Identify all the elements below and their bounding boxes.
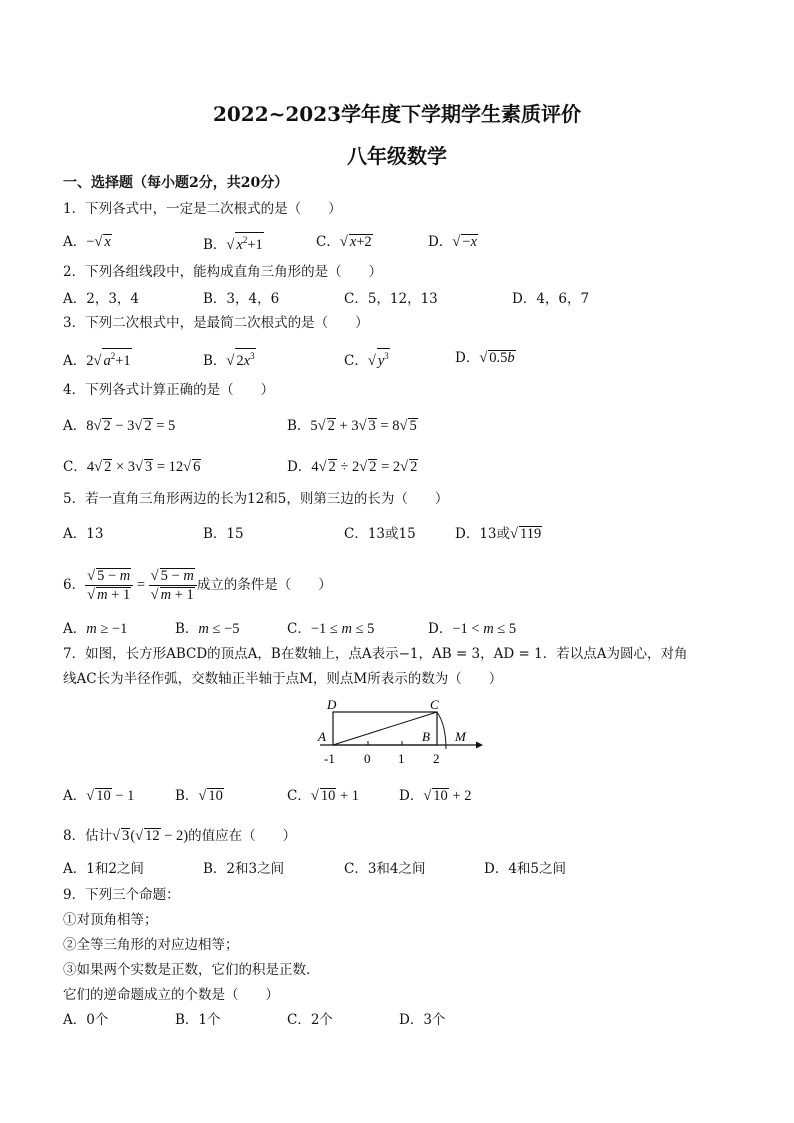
q1-option-b: B．√ $x^2+1$	[203, 232, 264, 255]
tick-label-2: 2	[433, 751, 440, 766]
q9-option-a: A．0个	[63, 1012, 109, 1028]
q3-option-d: D．√ 0.5b	[455, 350, 515, 366]
question-5-stem: 5．若一直角三角形两边的长为12和5，则第三边的长为（ ）	[63, 491, 449, 507]
label-m: M	[455, 729, 466, 744]
q7-option-b: B．√ 10	[175, 788, 223, 804]
question-6-stem: 6． $\frac{√ 5 - m}{√ m + 1}$ = $\frac{√ 5 - m}{√ m + 1}$ 成立的条件是（ ）	[63, 568, 332, 603]
question-4-stem: 4．下列各式计算正确的是（ ）	[63, 382, 275, 398]
q5-option-c: C．13或15	[344, 526, 416, 542]
q6-right-fraction: $\frac{√ 5 - m}{√ m + 1}$	[149, 567, 197, 604]
q9-option-b: B．1个	[175, 1012, 221, 1028]
label-d: D	[327, 697, 337, 712]
tick-label-0: 0	[364, 751, 371, 766]
tick-label-neg1: -1	[324, 751, 335, 766]
q3-option-b: B．√ $2x^3$	[203, 348, 256, 371]
question-3-stem: 3．下列二次根式中，是最简二次根式的是（ ）	[63, 315, 369, 331]
q2-option-d: D．4，6，7	[512, 291, 590, 307]
q9-question: 它们的逆命题成立的个数是（ ）	[63, 987, 279, 1003]
q6-left-fraction: $\frac{√ 5 - m}{√ m + 1}$	[85, 567, 133, 604]
q9-proposition-3: ③如果两个实数是正数，它们的积是正数．	[63, 962, 320, 978]
q5-option-b: B．15	[203, 526, 244, 542]
axis-arrow	[476, 742, 483, 749]
q1-option-c: C．√ x+2	[316, 234, 372, 250]
q1-option-a: A．−√ x	[63, 234, 111, 250]
q6-option-c: C．−1 ≤ m ≤ 5	[287, 621, 375, 637]
question-8-stem: 8．估计√ 3(√ 12 − 2)的值应在（ ）	[63, 828, 297, 844]
q9-option-c: C．2个	[287, 1012, 333, 1028]
label-a: A	[318, 729, 326, 744]
q5-option-a: A．13	[63, 526, 104, 542]
q6-option-d: D．−1 < m ≤ 5	[428, 621, 517, 637]
q5-option-d: D．13或√ 119	[455, 526, 542, 542]
question-7-stem-line2: 线AC长为半径作弧，交数轴正半轴于点M，则点M所表示的数为（ ）	[63, 671, 503, 687]
q7-option-d: D．√ 10 + 2	[399, 788, 472, 804]
exam-subtitle: 八年级数学	[347, 144, 447, 168]
label-c: C	[430, 697, 439, 712]
q9-proposition-2: ②全等三角形的对应边相等；	[63, 937, 239, 953]
tick-label-1: 1	[398, 751, 405, 766]
q2-option-c: C．5，12，13	[344, 291, 438, 307]
q8-option-d: D．4和5之间	[484, 861, 567, 877]
q4-option-c: C．4√ 2 × 3√ 3 = 12√ 6	[63, 459, 201, 475]
question-9-stem: 9．下列三个命题：	[63, 887, 180, 903]
q4-option-d: D．4√ 2 ÷ 2√ 2 = 2√ 2	[287, 459, 418, 475]
question-1-stem: 1．下列各式中，一定是二次根式的是（ ）	[63, 201, 342, 217]
q6-option-b: B．m ≤ −5	[175, 621, 240, 637]
q4-option-b: B．5√ 2 + 3√ 3 = 8√ 5	[287, 418, 417, 434]
q7-option-a: A．√ 10 − 1	[63, 788, 135, 804]
q3-option-c: C．√ $y^3$	[344, 348, 390, 371]
q8-option-a: A．1和2之间	[63, 861, 144, 877]
q6-option-a: A．m ≥ −1	[63, 621, 128, 637]
q8-option-b: B．2和3之间	[203, 861, 285, 877]
q9-proposition-1: ①对顶角相等；	[63, 912, 158, 928]
question-2-stem: 2．下列各组线段中，能构成直角三角形的是（ ）	[63, 264, 383, 280]
question-7-stem-line1: 7．如图，长方形ABCD的顶点A，B在数轴上，点A表示−1，AB = 3，AD = 1．若以点A为圆心，对角	[63, 646, 688, 662]
q7-figure	[310, 697, 485, 771]
q8-option-c: C．3和4之间	[344, 861, 426, 877]
exam-title: 2022~2023学年度下学期学生素质评价	[212, 102, 582, 126]
q2-option-a: A．2，3，4	[63, 291, 140, 307]
arc-cm	[437, 712, 446, 749]
q1-option-d: D．√ −x	[428, 234, 477, 250]
q2-option-b: B．3，4，6	[203, 291, 280, 307]
q9-option-d: D．3个	[399, 1012, 446, 1028]
section-heading: 一、选择题（每小题2分，共20分）	[63, 175, 289, 191]
q7-option-c: C．√ 10 + 1	[287, 788, 359, 804]
q4-option-a: A．8√ 2 − 3√ 2 = 5	[63, 418, 176, 434]
label-b: B	[422, 729, 430, 744]
q3-option-a: A．2√ $a^2+1$	[63, 348, 132, 371]
